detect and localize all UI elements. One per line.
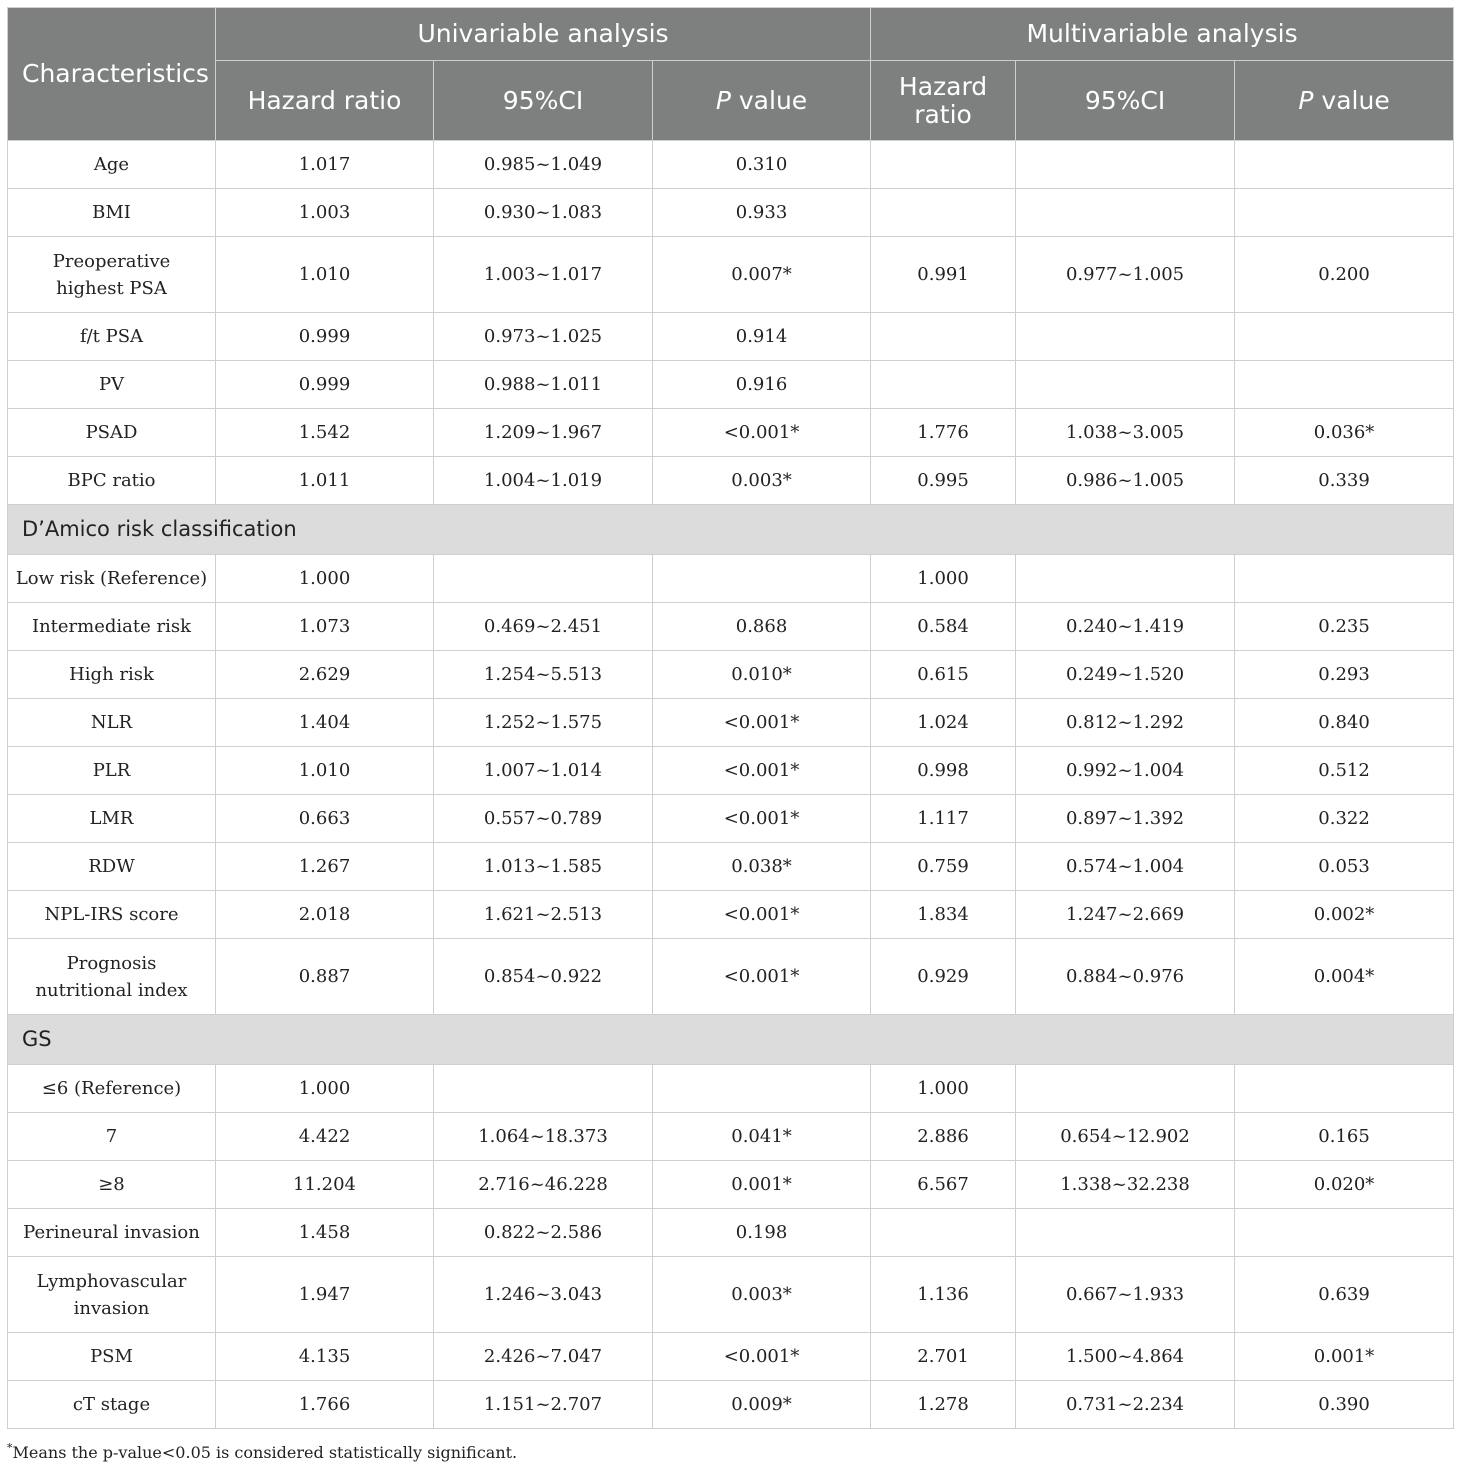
cell-multivariable-ci: 1.247~2.669	[1016, 891, 1235, 939]
cell-univariable-p-value: 0.310	[653, 141, 871, 189]
cell-univariable-ci: 0.557~0.789	[434, 795, 653, 843]
table-row	[8, 361, 1454, 409]
cell-multivariable-ci: 0.977~1.005	[1016, 237, 1235, 313]
cell-multivariable-ci: 0.986~1.005	[1016, 457, 1235, 505]
cell-characteristic: Intermediate risk	[8, 603, 216, 651]
cell-univariable-ci: 0.985~1.049	[434, 141, 653, 189]
table-header	[8, 8, 1454, 141]
cell-multivariable-ci	[1016, 1065, 1235, 1113]
p-italic: P	[1298, 85, 1314, 115]
cell-univariable-ci: 1.151~2.707	[434, 1381, 653, 1429]
cell-multivariable-p-value	[1235, 189, 1454, 237]
cell-univariable-ci: 2.426~7.047	[434, 1333, 653, 1381]
cell-characteristic: PV	[8, 361, 216, 409]
header-multivariable: Multivariable analysis	[871, 8, 1454, 61]
cell-multivariable-hazard-ratio	[871, 189, 1016, 237]
cell-multivariable-p-value	[1235, 555, 1454, 603]
header-characteristics: Characteristics	[8, 8, 216, 141]
cell-univariable-ci	[434, 555, 653, 603]
table-row	[8, 313, 1454, 361]
cell-univariable-ci: 1.252~1.575	[434, 699, 653, 747]
cell-multivariable-hazard-ratio: 6.567	[871, 1161, 1016, 1209]
cell-univariable-ci: 0.973~1.025	[434, 313, 653, 361]
cell-multivariable-ci: 0.667~1.933	[1016, 1257, 1235, 1333]
cell-multivariable-p-value	[1235, 1209, 1454, 1257]
cell-multivariable-ci: 1.500~4.864	[1016, 1333, 1235, 1381]
footnote-text: Means the p-value<0.05 is considered statistically significant.	[12, 1443, 518, 1462]
cell-univariable-p-value: <0.001*	[653, 795, 871, 843]
table-body	[8, 141, 1454, 1429]
cell-multivariable-ci: 1.338~32.238	[1016, 1161, 1235, 1209]
cell-characteristic: BPC ratio	[8, 457, 216, 505]
cell-univariable-p-value	[653, 555, 871, 603]
cell-univariable-ci: 2.716~46.228	[434, 1161, 653, 1209]
section-row	[8, 1015, 1454, 1065]
cell-characteristic: PLR	[8, 747, 216, 795]
cell-multivariable-ci	[1016, 189, 1235, 237]
cell-multivariable-p-value: 0.639	[1235, 1257, 1454, 1333]
cell-univariable-hazard-ratio: 1.404	[216, 699, 434, 747]
cell-multivariable-ci: 0.654~12.902	[1016, 1113, 1235, 1161]
cell-univariable-p-value: <0.001*	[653, 1333, 871, 1381]
cell-multivariable-ci	[1016, 313, 1235, 361]
cell-univariable-p-value: <0.001*	[653, 699, 871, 747]
cell-univariable-p-value: <0.001*	[653, 409, 871, 457]
cell-univariable-p-value: 0.933	[653, 189, 871, 237]
cell-multivariable-p-value: 0.339	[1235, 457, 1454, 505]
cell-univariable-hazard-ratio: 1.947	[216, 1257, 434, 1333]
cell-univariable-ci	[434, 1065, 653, 1113]
cell-univariable-ci: 1.254~5.513	[434, 651, 653, 699]
cell-univariable-hazard-ratio: 1.017	[216, 141, 434, 189]
table-row	[8, 189, 1454, 237]
cell-univariable-ci: 0.854~0.922	[434, 939, 653, 1015]
cell-multivariable-hazard-ratio: 2.886	[871, 1113, 1016, 1161]
cell-univariable-p-value: 0.007*	[653, 237, 871, 313]
cell-multivariable-p-value: 0.390	[1235, 1381, 1454, 1429]
cell-characteristic: ≤6 (Reference)	[8, 1065, 216, 1113]
table-row	[8, 1161, 1454, 1209]
cell-univariable-hazard-ratio: 2.018	[216, 891, 434, 939]
cell-univariable-hazard-ratio: 1.010	[216, 237, 434, 313]
header-univariable-ci: 95%CI	[434, 61, 653, 141]
cell-characteristic: BMI	[8, 189, 216, 237]
section-label: D’Amico risk classification	[8, 505, 1454, 555]
cell-characteristic: Perineural invasion	[8, 1209, 216, 1257]
cell-multivariable-p-value: 0.840	[1235, 699, 1454, 747]
cell-univariable-hazard-ratio: 1.766	[216, 1381, 434, 1429]
cell-characteristic: Preoperative highest PSA	[8, 237, 216, 313]
cell-multivariable-hazard-ratio: 2.701	[871, 1333, 1016, 1381]
cell-univariable-hazard-ratio: 11.204	[216, 1161, 434, 1209]
table-row	[8, 1113, 1454, 1161]
cell-multivariable-hazard-ratio: 0.929	[871, 939, 1016, 1015]
cell-univariable-hazard-ratio: 1.267	[216, 843, 434, 891]
cell-multivariable-ci: 0.884~0.976	[1016, 939, 1235, 1015]
cell-multivariable-hazard-ratio: 0.998	[871, 747, 1016, 795]
cell-univariable-p-value: <0.001*	[653, 747, 871, 795]
header-multivariable-p-value	[1235, 61, 1454, 141]
cell-multivariable-p-value: 0.004*	[1235, 939, 1454, 1015]
cell-characteristic: RDW	[8, 843, 216, 891]
p-value-suffix: value	[1313, 85, 1390, 115]
cell-multivariable-hazard-ratio	[871, 313, 1016, 361]
cell-multivariable-hazard-ratio: 1.024	[871, 699, 1016, 747]
cell-characteristic: NLR	[8, 699, 216, 747]
table-row	[8, 603, 1454, 651]
section-row	[8, 505, 1454, 555]
table-row	[8, 1209, 1454, 1257]
cell-characteristic: High risk	[8, 651, 216, 699]
cell-univariable-p-value: <0.001*	[653, 891, 871, 939]
cell-univariable-ci: 1.621~2.513	[434, 891, 653, 939]
cox-regression-table	[7, 7, 1454, 1429]
table-row	[8, 555, 1454, 603]
table-row	[8, 457, 1454, 505]
cell-univariable-ci: 1.209~1.967	[434, 409, 653, 457]
cell-univariable-ci: 0.988~1.011	[434, 361, 653, 409]
table-row	[8, 939, 1454, 1015]
cell-characteristic: PSM	[8, 1333, 216, 1381]
cell-univariable-ci: 0.822~2.586	[434, 1209, 653, 1257]
cell-characteristic: LMR	[8, 795, 216, 843]
cell-multivariable-hazard-ratio: 1.834	[871, 891, 1016, 939]
cell-univariable-p-value: 0.003*	[653, 1257, 871, 1333]
cell-multivariable-ci: 0.897~1.392	[1016, 795, 1235, 843]
cell-multivariable-p-value: 0.512	[1235, 747, 1454, 795]
cell-characteristic: Prognosis nutritional index	[8, 939, 216, 1015]
cell-multivariable-ci	[1016, 361, 1235, 409]
cell-univariable-p-value: 0.038*	[653, 843, 871, 891]
cell-characteristic: cT stage	[8, 1381, 216, 1429]
table-row	[8, 747, 1454, 795]
table-row	[8, 1333, 1454, 1381]
cell-univariable-hazard-ratio: 0.663	[216, 795, 434, 843]
p-italic: P	[715, 85, 731, 115]
cell-univariable-hazard-ratio: 4.135	[216, 1333, 434, 1381]
section-label: GS	[8, 1015, 1454, 1065]
header-multivariable-ci: 95%CI	[1016, 61, 1235, 141]
cell-multivariable-hazard-ratio: 1.278	[871, 1381, 1016, 1429]
cell-characteristic: NPL-IRS score	[8, 891, 216, 939]
cell-characteristic: 7	[8, 1113, 216, 1161]
table-row	[8, 237, 1454, 313]
p-value-suffix: value	[730, 85, 808, 115]
cell-univariable-ci: 1.064~18.373	[434, 1113, 653, 1161]
table-row	[8, 1381, 1454, 1429]
cell-multivariable-hazard-ratio: 1.000	[871, 555, 1016, 603]
cell-multivariable-p-value: 0.002*	[1235, 891, 1454, 939]
table-row	[8, 651, 1454, 699]
cell-univariable-p-value: 0.010*	[653, 651, 871, 699]
cell-characteristic: f/t PSA	[8, 313, 216, 361]
cell-multivariable-ci	[1016, 555, 1235, 603]
cell-multivariable-p-value: 0.200	[1235, 237, 1454, 313]
cell-multivariable-ci: 0.574~1.004	[1016, 843, 1235, 891]
table-row	[8, 891, 1454, 939]
cell-univariable-p-value: 0.003*	[653, 457, 871, 505]
cell-multivariable-hazard-ratio: 1.117	[871, 795, 1016, 843]
cell-univariable-ci: 0.469~2.451	[434, 603, 653, 651]
cell-multivariable-p-value	[1235, 313, 1454, 361]
cell-multivariable-p-value: 0.001*	[1235, 1333, 1454, 1381]
cell-univariable-hazard-ratio: 1.010	[216, 747, 434, 795]
cell-univariable-hazard-ratio: 1.542	[216, 409, 434, 457]
cell-multivariable-p-value	[1235, 141, 1454, 189]
cell-multivariable-ci: 0.992~1.004	[1016, 747, 1235, 795]
header-univariable-hazard-ratio: Hazard ratio	[216, 61, 434, 141]
cell-multivariable-hazard-ratio: 1.776	[871, 409, 1016, 457]
cell-univariable-hazard-ratio: 1.011	[216, 457, 434, 505]
cell-multivariable-ci: 0.812~1.292	[1016, 699, 1235, 747]
header-univariable: Univariable analysis	[216, 8, 871, 61]
cell-multivariable-p-value: 0.165	[1235, 1113, 1454, 1161]
cell-univariable-p-value: <0.001*	[653, 939, 871, 1015]
cell-characteristic: PSAD	[8, 409, 216, 457]
cell-multivariable-hazard-ratio: 1.136	[871, 1257, 1016, 1333]
cell-multivariable-hazard-ratio: 0.991	[871, 237, 1016, 313]
cell-univariable-p-value: 0.041*	[653, 1113, 871, 1161]
table-row	[8, 141, 1454, 189]
cell-univariable-hazard-ratio: 0.999	[216, 361, 434, 409]
cell-univariable-hazard-ratio: 0.887	[216, 939, 434, 1015]
cell-univariable-hazard-ratio: 4.422	[216, 1113, 434, 1161]
cell-multivariable-hazard-ratio: 1.000	[871, 1065, 1016, 1113]
cell-univariable-ci: 1.004~1.019	[434, 457, 653, 505]
cell-multivariable-ci: 0.240~1.419	[1016, 603, 1235, 651]
cell-univariable-p-value: 0.868	[653, 603, 871, 651]
table-row	[8, 699, 1454, 747]
cell-univariable-hazard-ratio: 1.000	[216, 555, 434, 603]
cell-multivariable-p-value: 0.020*	[1235, 1161, 1454, 1209]
cell-multivariable-p-value: 0.322	[1235, 795, 1454, 843]
cell-univariable-hazard-ratio: 0.999	[216, 313, 434, 361]
cell-univariable-hazard-ratio: 1.458	[216, 1209, 434, 1257]
table-row	[8, 1065, 1454, 1113]
cell-univariable-p-value: 0.009*	[653, 1381, 871, 1429]
header-multivariable-hazard-ratio: Hazard ratio	[871, 61, 1016, 141]
footnote-mark: *	[7, 1441, 13, 1455]
cell-univariable-p-value	[653, 1065, 871, 1113]
cell-multivariable-hazard-ratio	[871, 141, 1016, 189]
cell-univariable-p-value: 0.916	[653, 361, 871, 409]
cell-multivariable-hazard-ratio: 0.615	[871, 651, 1016, 699]
cell-multivariable-p-value: 0.036*	[1235, 409, 1454, 457]
cell-univariable-ci: 0.930~1.083	[434, 189, 653, 237]
cell-multivariable-ci	[1016, 1209, 1235, 1257]
cell-multivariable-p-value: 0.235	[1235, 603, 1454, 651]
cell-multivariable-p-value: 0.053	[1235, 843, 1454, 891]
cell-univariable-ci: 1.007~1.014	[434, 747, 653, 795]
cell-univariable-hazard-ratio: 1.003	[216, 189, 434, 237]
cell-characteristic: Lymphovascular invasion	[8, 1257, 216, 1333]
header-univariable-p-value	[653, 61, 871, 141]
table-row	[8, 843, 1454, 891]
cell-multivariable-hazard-ratio	[871, 361, 1016, 409]
table-row	[8, 795, 1454, 843]
cell-multivariable-p-value: 0.293	[1235, 651, 1454, 699]
cell-multivariable-ci	[1016, 141, 1235, 189]
cell-univariable-hazard-ratio: 1.000	[216, 1065, 434, 1113]
cell-multivariable-ci: 1.038~3.005	[1016, 409, 1235, 457]
cell-characteristic: ≥8	[8, 1161, 216, 1209]
cell-characteristic: Age	[8, 141, 216, 189]
cell-univariable-p-value: 0.198	[653, 1209, 871, 1257]
cell-univariable-ci: 1.013~1.585	[434, 843, 653, 891]
cell-multivariable-hazard-ratio: 0.759	[871, 843, 1016, 891]
cell-univariable-p-value: 0.001*	[653, 1161, 871, 1209]
cell-multivariable-ci: 0.731~2.234	[1016, 1381, 1235, 1429]
cell-univariable-hazard-ratio: 1.073	[216, 603, 434, 651]
cell-multivariable-p-value	[1235, 1065, 1454, 1113]
cell-univariable-p-value: 0.914	[653, 313, 871, 361]
cell-univariable-ci: 1.246~3.043	[434, 1257, 653, 1333]
cell-multivariable-hazard-ratio: 0.995	[871, 457, 1016, 505]
cell-multivariable-ci: 0.249~1.520	[1016, 651, 1235, 699]
footnote	[7, 1443, 517, 1462]
cell-univariable-hazard-ratio: 2.629	[216, 651, 434, 699]
table-row	[8, 1257, 1454, 1333]
cell-characteristic: Low risk (Reference)	[8, 555, 216, 603]
cell-multivariable-p-value	[1235, 361, 1454, 409]
table-row	[8, 409, 1454, 457]
cell-univariable-ci: 1.003~1.017	[434, 237, 653, 313]
cell-multivariable-hazard-ratio	[871, 1209, 1016, 1257]
cell-multivariable-hazard-ratio: 0.584	[871, 603, 1016, 651]
